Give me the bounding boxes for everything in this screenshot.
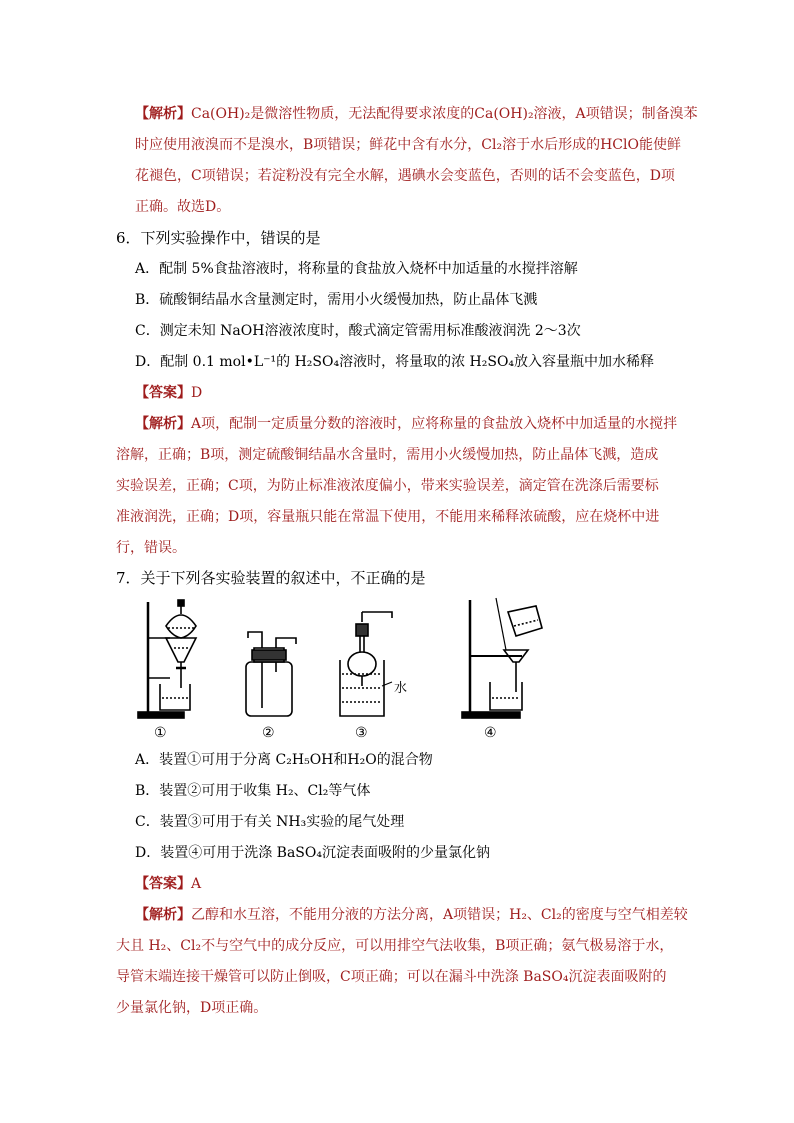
question-6-analysis-line-3: 实验误差，正确；C项，为防止标准液浓度偏小，带来实验误差，滴定管在洗涤后需要标 bbox=[116, 478, 659, 494]
answer-value: D bbox=[191, 385, 203, 401]
question-7-option-c: C．装置③可用于有关 NH₃实验的尾气处理 bbox=[135, 814, 405, 830]
question-6-option-b: B．硫酸铜结晶水含量测定时，需用小火缓慢加热，防止晶体飞溅 bbox=[135, 292, 538, 308]
question-7-stem: 7．关于下列各实验装置的叙述中，不正确的是 bbox=[116, 569, 426, 587]
question-7-analysis-line-2: 大且 H₂、Cl₂不与空气中的成分反应，可以用排空气法收集，B项正确；氨气极易溶于水， bbox=[116, 938, 674, 954]
analysis-tag: 【解析】 bbox=[135, 416, 191, 432]
question-7-option-b: B．装置②可用于收集 H₂、Cl₂等气体 bbox=[135, 783, 371, 799]
analysis-tag: 【解析】 bbox=[135, 907, 191, 923]
answer-tag: 【答案】 bbox=[135, 385, 191, 401]
figure-label-2: ② bbox=[262, 725, 275, 741]
answer-value: A bbox=[191, 876, 202, 892]
question-7-answer bbox=[135, 874, 201, 894]
question-7-analysis-line-3: 导管末端连接干燥管可以防止倒吸，C项正确；可以在漏斗中洗涤 BaSO₄沉淀表面吸附的 bbox=[116, 969, 667, 985]
analysis-block-1-line-2: 时应使用液溴而不是溴水，B项错误；鲜花中含有水分，Cl₂溶于水后形成的HClO能使鲜 bbox=[135, 137, 681, 153]
analysis-block-1-line-3: 花褪色，C项错误；若淀粉没有完全水解，遇碘水会变蓝色，否则的话不会变蓝色，D项 bbox=[135, 168, 675, 184]
question-6-analysis-line-2: 溶解，正确；B项，测定硫酸铜结晶水含量时，需用小火缓慢加热，防止晶体飞溅，造成 bbox=[116, 447, 659, 463]
apparatus-figure bbox=[130, 592, 550, 742]
question-7-analysis-line-1: 【解析】乙醇和水互溶，不能用分液的方法分离，A项错误；H₂、Cl₂的密度与空气相差较 bbox=[135, 907, 688, 923]
question-7-option-d: D．装置④可用于洗涤 BaSO₄沉淀表面吸附的少量氯化钠 bbox=[135, 845, 490, 861]
question-6-analysis-line-4: 准液润洗，正确；D项，容量瓶只能在常温下使用，不能用来稀释浓硫酸，应在烧杯中进 bbox=[116, 509, 660, 525]
question-6-analysis-line-5: 行，错误。 bbox=[116, 540, 186, 556]
analysis-block-1-line-1: 【解析】Ca(OH)₂是微溶性物质，无法配得要求浓度的Ca(OH)₂溶液，A项错误；制备溴苯 bbox=[135, 106, 698, 122]
question-7-analysis-line-4: 少量氯化钠，D项正确。 bbox=[116, 1000, 268, 1016]
figure-label-4: ④ bbox=[484, 725, 497, 741]
analysis-tag: 【解析】 bbox=[135, 106, 191, 122]
question-7-option-a: A．装置①可用于分离 C₂H₅OH和H₂O的混合物 bbox=[135, 752, 433, 768]
figure-label-3: ③ bbox=[355, 725, 368, 741]
apparatus-3-gas-absorption bbox=[340, 612, 392, 716]
question-6-option-d: D．配制 0.1 mol•L⁻¹的 H₂SO₄溶液时，将量取的浓 H₂SO₄放入容量瓶中加水稀释 bbox=[135, 354, 655, 370]
apparatus-4-filtration bbox=[462, 598, 542, 718]
figure-label-1: ① bbox=[154, 725, 167, 741]
analysis-block-1-line-4: 正确。故选D。 bbox=[135, 199, 231, 215]
apparatus-1-separatory-funnel bbox=[138, 600, 196, 718]
answer-tag: 【答案】 bbox=[135, 876, 191, 892]
question-6-option-a: A．配制 5%食盐溶液时，将称量的食盐放入烧杯中加适量的水搅拌溶解 bbox=[135, 261, 578, 277]
apparatus-2-gas-bottle bbox=[246, 632, 296, 716]
question-6-answer bbox=[135, 383, 202, 403]
question-6-stem: 6．下列实验操作中，错误的是 bbox=[116, 229, 321, 247]
question-6-analysis-line-1: 【解析】A项，配制一定质量分数的溶液时，应将称量的食盐放入烧杯中加适量的水搅拌 bbox=[135, 416, 678, 432]
water-label: 水 bbox=[394, 681, 408, 696]
question-6-option-c: C．测定未知 NaOH溶液浓度时，酸式滴定管需用标准酸液润洗 2～3次 bbox=[135, 323, 581, 339]
